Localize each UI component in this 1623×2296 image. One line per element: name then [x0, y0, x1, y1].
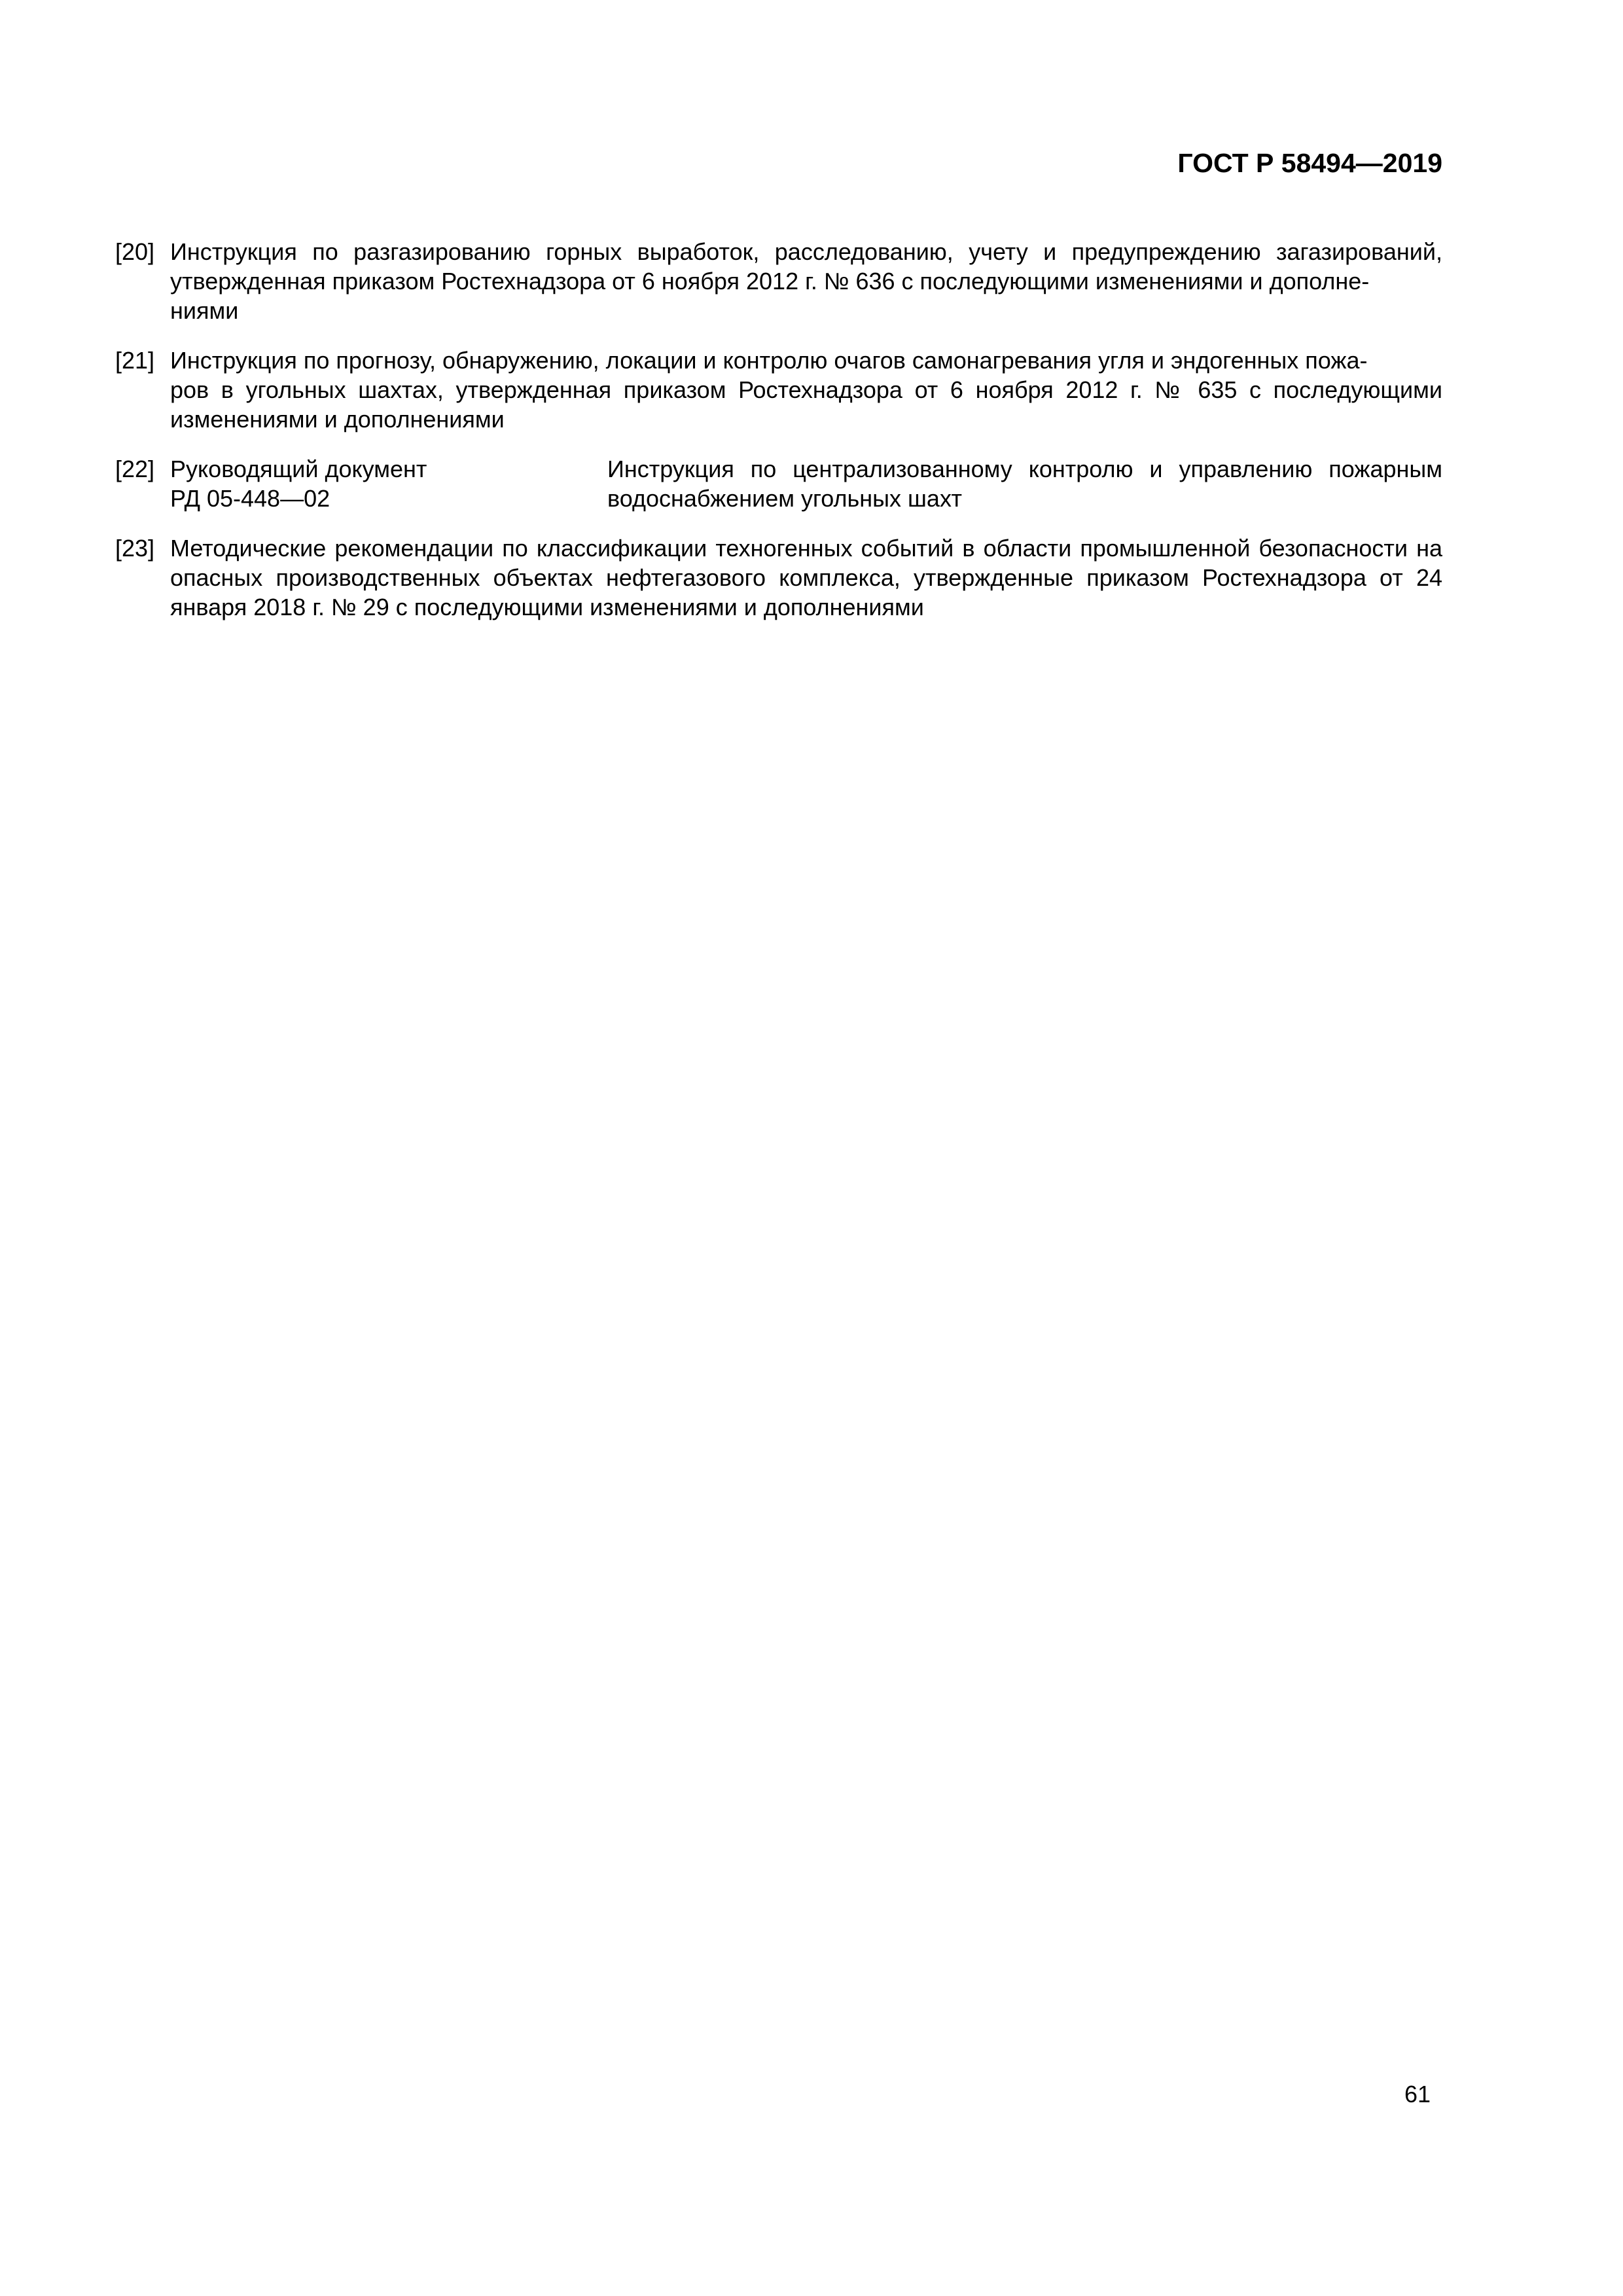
- entry-text: [170, 346, 1442, 434]
- bibliography-list: [115, 237, 1442, 642]
- bibliography-entry-23: [115, 533, 1442, 622]
- entry-document-code: РД 05-448—02: [170, 485, 330, 512]
- entry-text: [170, 533, 1442, 622]
- entry-number: [21]: [115, 347, 155, 374]
- entry-text-line: на опасных производственных объектах нефтегазового комплекса, утвержденные приказом Ростехнадзора от: [170, 535, 1442, 591]
- bibliography-entry-20: [115, 237, 1442, 325]
- entry-number: [23]: [115, 535, 155, 562]
- entry-text-line: 24 января 2018 г. № 29 с последующими изменениями и дополнениями: [170, 564, 1442, 620]
- entry-text-line: Инструкция по разгазированию горных выработок, расследованию, учету и предупреждению загазирований,: [170, 238, 1442, 265]
- page-number: 61: [1404, 2081, 1431, 2108]
- entry-text-line: Инструкция по централизованному контролю и управлению пожарным: [607, 456, 1442, 482]
- entry-text-line: утвержденная приказом Ростехнадзора от 6 ноября 2012 г. № 636 с последующими изменениями и дополне-: [170, 268, 1370, 295]
- entry-text-line: водоснабжением угольных шахт: [607, 485, 963, 512]
- entry-number: [20]: [115, 238, 155, 265]
- entry-document-type: Руководящий документ: [170, 456, 427, 482]
- entry-text-line: ниями: [170, 297, 239, 324]
- bibliography-entry-21: [115, 346, 1442, 434]
- entry-text-line: Методические рекомендации по классификации техногенных событий в области промышленной безопасности: [170, 535, 1408, 562]
- entry-text: [170, 237, 1442, 325]
- bibliography-entry-22: [115, 454, 1442, 513]
- document-code: ГОСТ Р 58494—2019: [1177, 148, 1442, 178]
- entry-text-line: Инструкция по прогнозу, обнаружению, локации и контролю очагов самонагревания угля и эндогенных пожа-: [170, 347, 1368, 374]
- entry-description: [607, 454, 1442, 513]
- entry-number: [22]: [115, 456, 155, 482]
- entry-document: [170, 454, 607, 513]
- entry-text-line: изменениями и дополнениями: [170, 406, 505, 433]
- entry-text-line: ров в угольных шахтах, утвержденная приказом Ростехнадзора от 6 ноября 2012 г. № 635 с последующими: [170, 376, 1442, 403]
